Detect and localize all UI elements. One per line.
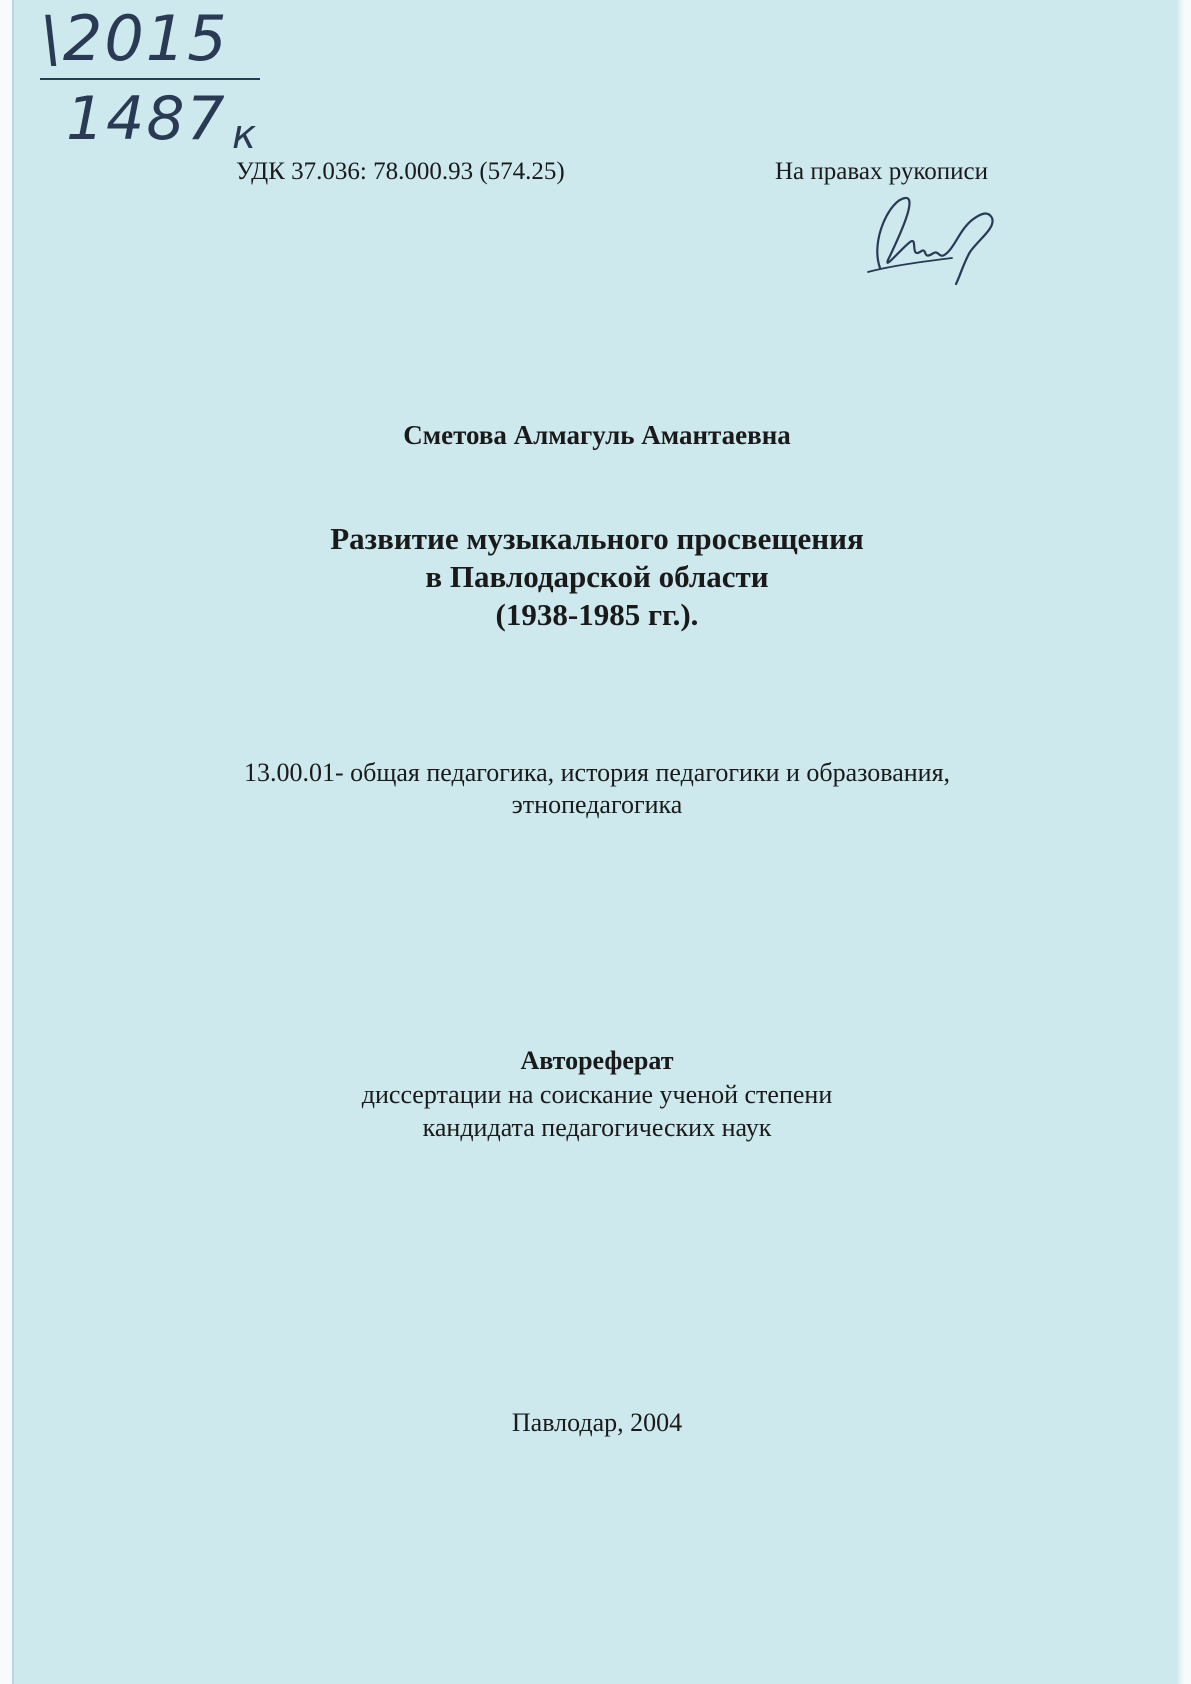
document-genre: Автореферат <box>520 1046 674 1075</box>
specialty-line: 13.00.01- общая педагогика, история педагогики и образования, <box>243 758 951 787</box>
specialty-line: этнопедагогика <box>511 790 683 819</box>
title-line: (1938-1985 гг.). <box>495 597 699 632</box>
author-name: Сметова Алмагуль Амантаевна <box>403 420 791 450</box>
dissertation-title <box>12 520 1182 634</box>
imprint: Павлодар, 2004 <box>511 1408 683 1437</box>
degree-line: кандидата педагогических наук <box>422 1113 772 1142</box>
handwritten-inventory-number: 1487 <box>66 84 227 154</box>
title-line: Развитие музыкального просвещения <box>330 521 864 556</box>
handwritten-catalog-number: \2015 <box>40 2 229 75</box>
specialty-code <box>12 757 1182 821</box>
handwritten-suffix: к <box>232 112 257 158</box>
signature-icon <box>860 180 1000 290</box>
udk-code: УДК 37.036: 78.000.93 (574.25) <box>236 158 565 185</box>
handwritten-divider <box>40 78 260 80</box>
title-line: в Павлодарской области <box>425 559 769 594</box>
rights-note: На правах рукописи <box>775 158 988 185</box>
degree-description <box>12 1078 1182 1144</box>
degree-line: диссертации на соискание ученой степени <box>361 1080 833 1109</box>
